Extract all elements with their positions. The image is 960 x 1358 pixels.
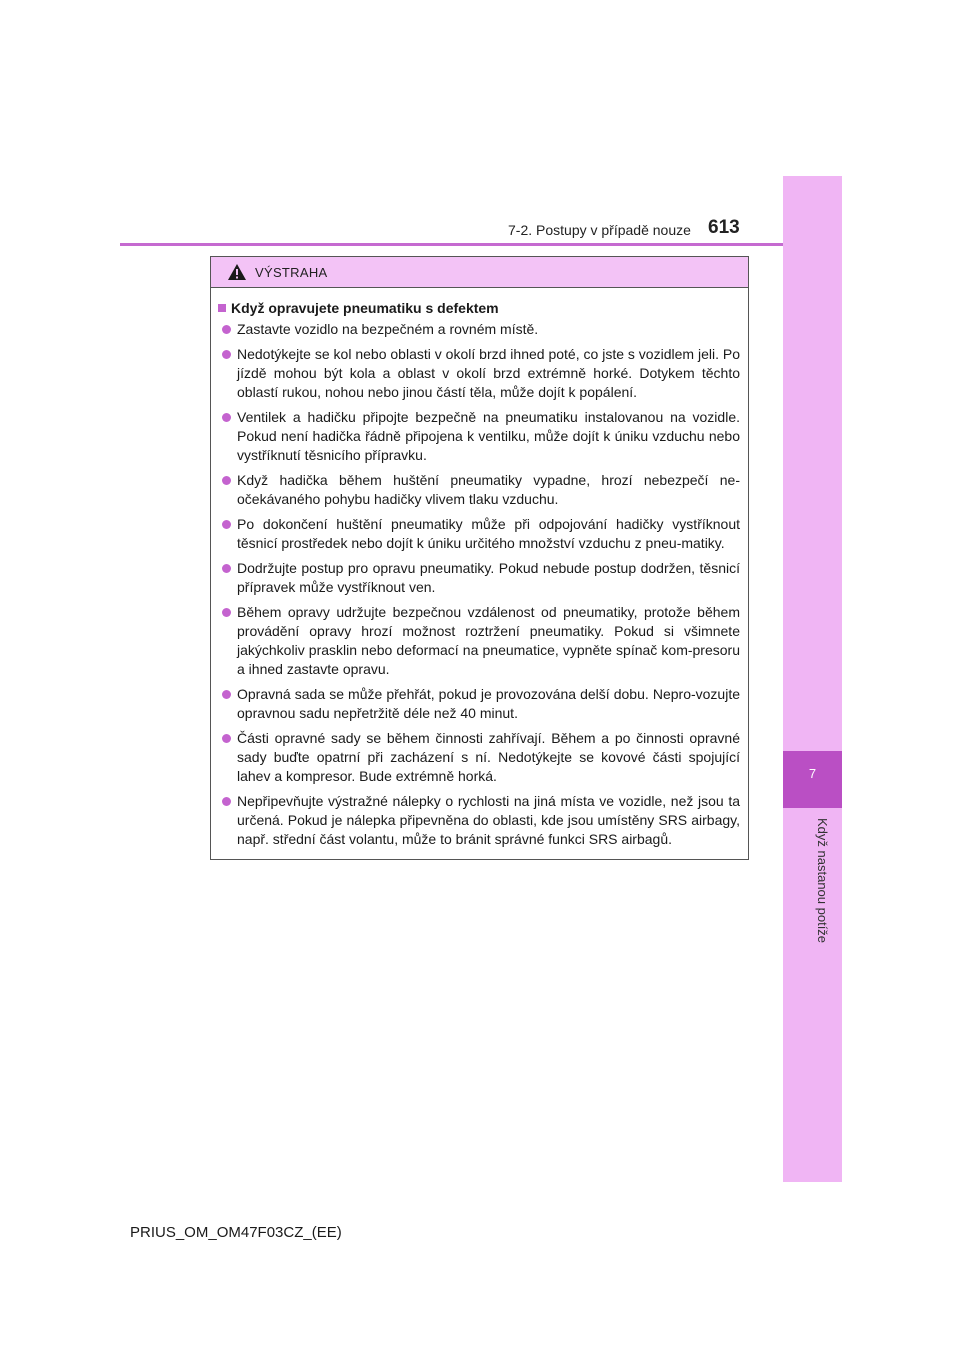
- list-item: [218, 345, 740, 402]
- bullet-icon: [222, 690, 231, 699]
- chapter-title: Když nastanou potíže: [815, 818, 830, 944]
- warning-topic-text: Když opravujete pneumatiku s defektem: [231, 300, 499, 316]
- list-item-text: Části opravné sady se během činnosti zahřívají. Během a po činnosti opravné sady buďte opatrní při zacházení s ní. Nedotýkejte se kovové části spojující lahev a kompresor. Bude extrémně horká.: [237, 730, 740, 784]
- warning-box: [210, 256, 749, 860]
- bullet-icon: [222, 350, 231, 359]
- page-number: 613: [708, 217, 740, 238]
- document-code: PRIUS_OM_OM47F03CZ_(EE): [130, 1224, 342, 1241]
- list-item: [218, 792, 740, 849]
- warning-body: [211, 288, 748, 849]
- side-tab: [783, 176, 842, 1182]
- list-item-text: Během opravy udržujte bezpečnou vzdálenost od pneumatiky, protože během provádění opravy hrozí možnost roztržení pneumatiky. Pokud si všimnete jakýchkoliv prasklin nebo deformací na pneumatice, vypněte spínač kom-presoru a ihned zastavte opravu.: [237, 604, 740, 677]
- warning-triangle-icon: [227, 263, 247, 281]
- list-item: [218, 729, 740, 786]
- header-divider: [120, 243, 783, 246]
- list-item: [218, 471, 740, 509]
- square-bullet-icon: [218, 304, 226, 312]
- bullet-icon: [222, 520, 231, 529]
- list-item: [218, 408, 740, 465]
- bullet-icon: [222, 564, 231, 573]
- bullet-icon: [222, 413, 231, 422]
- bullet-icon: [222, 476, 231, 485]
- bullet-icon: [222, 608, 231, 617]
- list-item: [218, 685, 740, 723]
- list-item: [218, 320, 740, 339]
- list-item-text: Nepřipevňujte výstražné nálepky o rychlosti na jiná místa ve vozidle, než jsou ta určená. Pokud je nálepka připevněna do oblasti, kde jsou umístěny SRS airbagy, např. střední část volantu, může to bránit správné funkci SRS airbagů.: [237, 793, 740, 847]
- bullet-icon: [222, 325, 231, 334]
- list-item-text: Po dokončení huštění pneumatiky může při odpojování hadičky vystříknout těsnicí prostředek nebo dojít k úniku určitého množství vzduchu z pneu-matiky.: [237, 516, 740, 551]
- list-item: [218, 515, 740, 553]
- warning-topic: [218, 300, 740, 316]
- list-item-text: Když hadička během huštění pneumatiky vypadne, hrozí nebezpečí ne-očekávaného pohybu hadičky vlivem tlaku vzduchu.: [237, 472, 740, 507]
- list-item-text: Opravná sada se může přehřát, pokud je provozována delší dobu. Nepro-vozujte opravnou sadu nepřetržitě déle než 40 minut.: [237, 686, 740, 721]
- bullet-icon: [222, 734, 231, 743]
- warning-label: VÝSTRAHA: [255, 264, 328, 280]
- chapter-number: 7: [808, 766, 817, 781]
- list-item-text: Dodržujte postup pro opravu pneumatiky. Pokud nebude postup dodržen, těsnicí přípravek může vystříknout ven.: [237, 560, 740, 595]
- section-title: 7-2. Postupy v případě nouze: [508, 222, 691, 238]
- bullet-icon: [222, 797, 231, 806]
- list-item-text: Ventilek a hadičku připojte bezpečně na pneumatiku instalovanou na vozidle. Pokud není hadička řádně připojena k ventilku, může dojít k úniku vzduchu nebo vystříknutí těsnicího přípravku.: [237, 409, 740, 463]
- list-item: [218, 559, 740, 597]
- list-item: [218, 603, 740, 679]
- list-item-text: Nedotýkejte se kol nebo oblasti v okolí brzd ihned poté, co jste s vozidlem jeli. Po jízdě mohou být kola a oblast v okolí brzd extrémně horké. Dotykem těchto oblastí rukou, nohou nebo jinou částí těla, může dojít k popálení.: [237, 346, 740, 400]
- list-item-text: Zastavte vozidlo na bezpečném a rovném místě.: [237, 321, 539, 337]
- warning-list: [218, 320, 740, 849]
- warning-header: [211, 257, 748, 288]
